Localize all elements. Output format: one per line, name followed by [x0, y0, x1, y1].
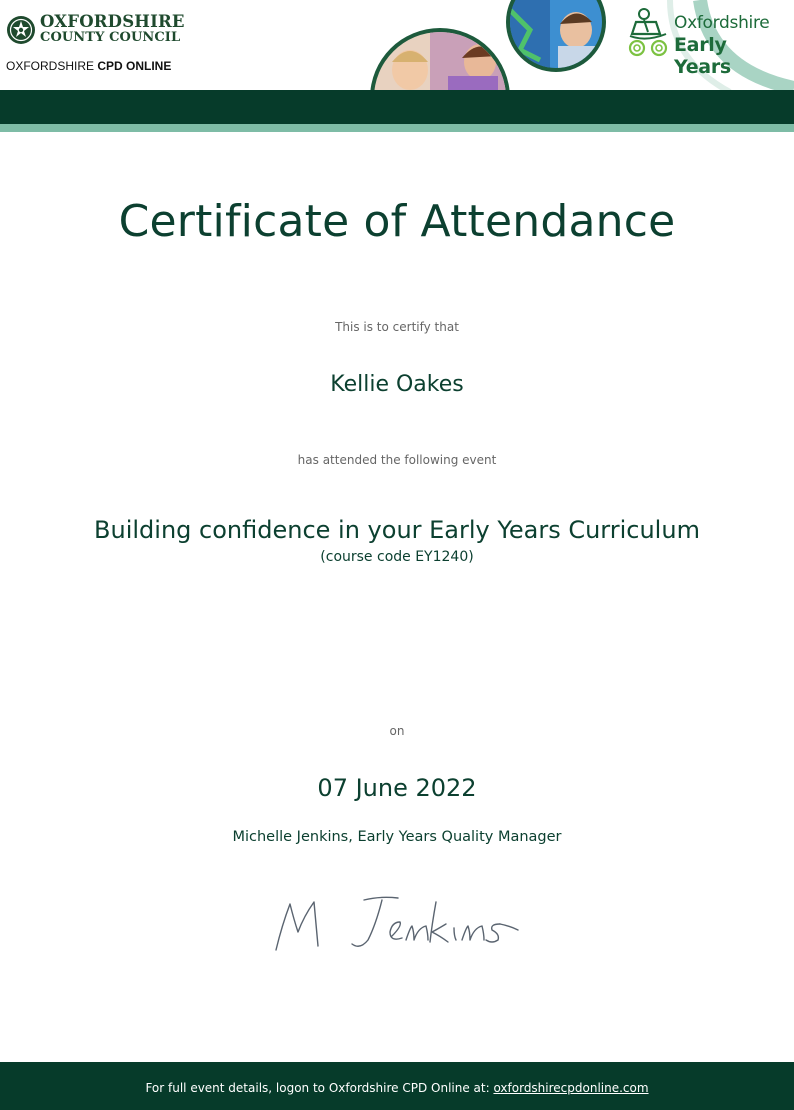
attendee-name: Kellie Oakes — [330, 372, 464, 397]
oxfordshire-early-years-logo — [626, 6, 786, 78]
footer-link[interactable]: oxfordshirecpdonline.com — [493, 1081, 649, 1095]
certify-text: This is to certify that — [335, 320, 459, 334]
footer-prefix: For full event details, logon to Oxfordshire CPD Online at: — [145, 1081, 494, 1095]
course-code: (course code EY1240) — [320, 549, 474, 565]
early-years-line2: Early Years — [674, 34, 731, 78]
footer-text — [0, 1081, 794, 1095]
signatory-name: Michelle Jenkins, Early Years Quality Manager — [232, 829, 562, 845]
early-years-wordmark — [674, 12, 786, 78]
certificate-header — [0, 0, 794, 126]
early-years-line1: Oxfordshire — [674, 13, 770, 33]
council-name-line1: OXFORDSHIRE — [40, 12, 185, 31]
council-crest-icon — [6, 15, 36, 45]
council-name — [40, 14, 185, 46]
handwritten-signature — [260, 880, 530, 960]
council-name-line2: COUNTY COUNCIL — [40, 30, 181, 45]
cpd-label-bold: CPD ONLINE — [97, 59, 172, 73]
pram-child-icon — [626, 6, 672, 58]
attended-text: has attended the following event — [297, 453, 497, 467]
event-name: Building confidence in your Early Years Curriculum — [94, 516, 700, 544]
on-text: on — [389, 724, 405, 738]
header-band-light — [0, 124, 794, 132]
event-date: 07 June 2022 — [317, 774, 477, 802]
certificate-title: Certificate of Attendance — [118, 196, 676, 247]
cpd-label-prefix: OXFORDSHIRE — [6, 59, 98, 73]
header-band-dark — [0, 90, 794, 124]
cpd-online-label — [6, 59, 171, 73]
certificate-footer — [0, 1062, 794, 1110]
oxfordshire-county-council-logo — [6, 14, 185, 46]
